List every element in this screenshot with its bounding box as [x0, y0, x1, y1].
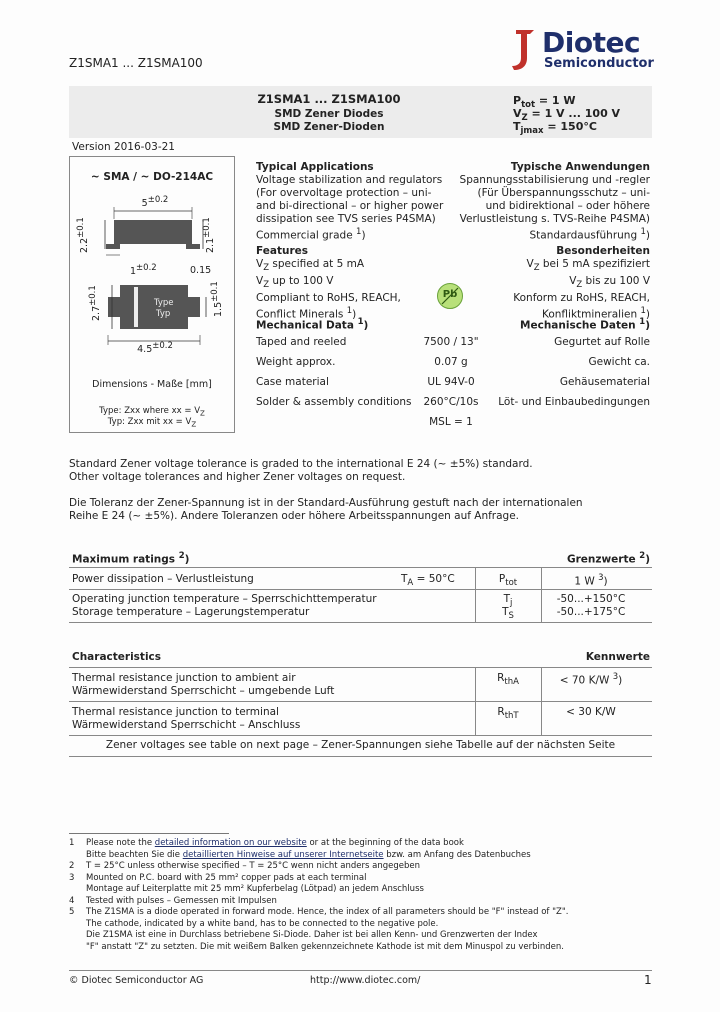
footnote: Die Z1SMA ist eine in Durchlass betriebene Si-Diode. Daher ist bei allen Kenn- und Grenzwerten der Index: [86, 930, 538, 940]
spec-ptot-symbol: P: [513, 94, 522, 107]
apps-en-line: and bi-directional – or higher power: [256, 200, 444, 212]
banner-subtitle-en: SMD Zener Diodes: [274, 108, 384, 120]
apps-de-line: Standardausführung $^1$): [529, 227, 650, 242]
max-ratings-row-separator: [69, 589, 652, 590]
rth-ambient-label-de: Wärmewiderstand Sperrschicht – umgebende Luft: [72, 685, 335, 697]
max-ratings-table: [69, 567, 652, 623]
type-note-en: Type: Zxx where xx = $V_Z$: [99, 406, 205, 418]
max-ratings-heading-en: Maximum ratings $^2$): [72, 551, 190, 566]
apps-de-line: (Für Überspannungsschutz – uni-: [477, 187, 650, 199]
apps-en-list: [256, 174, 443, 243]
package-marking-typ: Typ: [156, 309, 171, 319]
dim-2-2: $2.2^{\pm 0.1}$: [76, 217, 91, 253]
package-top-lead-left: [108, 297, 120, 317]
mech-row: Taped and reeled 7500 / 13" Gegurtet auf Rolle: [256, 336, 650, 348]
package-marking-type: Type: [154, 298, 174, 308]
banner-title: Z1SMA1 ... Z1SMA100: [257, 92, 401, 106]
spec-tjmax-value: = 150°C: [547, 120, 597, 133]
mech-row: Case material UL 94V-0 Gehäusematerial: [256, 376, 650, 388]
power-dissipation-value: 1 W $^3$): [574, 573, 608, 588]
rth-ambient-value: < 70 K/W $^3$): [559, 672, 623, 687]
pb-label: Pb: [442, 289, 458, 300]
package-side-lead-left: [106, 244, 120, 249]
spec-vz-symbol: V: [513, 107, 522, 120]
features-de-list: [430, 258, 650, 322]
characteristics-row-separator: [69, 701, 652, 702]
cathode-band: [134, 287, 138, 327]
apps-de-line: Verlustleistung s. TVS-Reihe P4SMA): [459, 213, 650, 225]
rth-ambient-label-en: Thermal resistance junction to ambient air: [72, 672, 296, 684]
rth-ambient-symbol: $R_{thA}$: [497, 672, 519, 688]
dim-4-5: $4.5^{\pm 0.2}$: [137, 341, 173, 356]
logo-name: Diotec: [542, 26, 641, 59]
tolerance-de: [69, 497, 583, 523]
characteristics-heading-de: Kennwerte: [585, 651, 650, 663]
diotec-logo: [510, 28, 660, 74]
storage-temp-label: Storage temperature – Lagerungstemperatur: [72, 606, 310, 618]
features-de-line: Konform zu RoHS, REACH,: [513, 292, 650, 305]
apps-heading-de: Typische Anwendungen: [510, 161, 650, 173]
features-de-line: $V_Z$ bis zu 100 V: [569, 275, 650, 291]
rth-terminal-value: < 30 K/W: [566, 706, 616, 718]
zener-table-note: Zener voltages see table on next page – Zener-Spannungen siehe Tabelle auf der nächsten Seite: [105, 739, 616, 751]
features-en-line: $V_Z$ specified at 5 mA: [256, 258, 365, 274]
logo-subtitle: Semiconductor: [544, 56, 654, 71]
dim-5: $5^{\pm 0.2}$: [141, 195, 169, 210]
apps-de-line: und bidirektional – oder höhere: [485, 200, 650, 212]
spec-ptot-sub: tot: [521, 100, 536, 111]
characteristics-row-separator: [69, 735, 652, 736]
characteristics-heading-en: Characteristics: [72, 651, 162, 663]
banner-subtitle-de: SMD Zener-Dioden: [273, 121, 385, 133]
mech-table: [256, 336, 650, 436]
features-de-line: Konfliktmineralien $^1$): [541, 306, 650, 321]
footnote: The cathode, indicated by a white band, has to be connected to the negative pole.: [86, 918, 439, 929]
dim-0-15: 0.15: [190, 265, 212, 276]
package-top-lead-right: [188, 297, 200, 317]
title-banner: [69, 86, 652, 138]
spec-tjmax-sub: jmax: [520, 126, 544, 137]
storage-temp-value: -50...+175°C: [556, 606, 626, 618]
footnote: Montage auf Leiterplatte mit 25 mm² Kupferbelag (Lötpad) an jedem Anschluss: [86, 884, 424, 894]
rth-terminal-symbol: $R_{thT}$: [497, 706, 519, 722]
features-en-line: $V_Z$ up to 100 V: [256, 275, 334, 291]
tolerance-en: [69, 458, 533, 484]
features-heading-en: Features: [256, 245, 308, 257]
footnote: 3 Mounted on P.C. board with 25 mm² copper pads at each terminal: [69, 872, 367, 883]
footnote: Bitte beachten Sie die detaillierten Hinweise auf unserer Internetseite bzw. am Anfang des Datenbuches: [86, 849, 531, 860]
dim-1: $1^{\pm 0.2}$: [130, 263, 157, 278]
spec-vz-value: = 1 V ... 100 V: [531, 107, 621, 120]
storage-temp-symbol: $T_S$: [502, 606, 514, 622]
diotec-logo-icon: [510, 28, 540, 72]
mech-row: Weight approx. 0.07 g Gewicht ca.: [256, 356, 650, 368]
package-box: [69, 156, 235, 433]
footer-copyright: © Diotec Semiconductor AG: [69, 975, 204, 986]
tolerance-en-line: Standard Zener voltage tolerance is graded to the international E 24 (~ ±5%) standard.: [69, 458, 533, 470]
dim-2-7: $2.7^{\pm 0.1}$: [88, 285, 103, 321]
dim-1-5: $1.5^{\pm 0.1}$: [210, 281, 225, 317]
website-info-link[interactable]: detailed information on our website: [154, 838, 307, 848]
package-title: ~ SMA / ~ DO-214AC: [90, 171, 214, 183]
mech-heading-en: Mechanical Data $^1$): [256, 317, 369, 332]
footnote: "F" anstatt "Z" zu setzten. Die mit weißem Balken gekennzeichnete Kathode ist mit dem Minuspol zu verbinden.: [86, 941, 564, 952]
junction-temp-label: Operating junction temperature – Sperrschichttemperatur: [72, 593, 377, 605]
document-title: Z1SMA1 ... Z1SMA100: [69, 56, 203, 70]
footnotes: [69, 838, 659, 953]
footer-url[interactable]: http://www.diotec.com/: [310, 975, 421, 986]
apps-de-line: Spannungsstabilisierung und -regler: [459, 174, 650, 186]
features-heading-de: Besonderheiten: [556, 245, 650, 257]
apps-heading-en: Typical Applications: [256, 161, 374, 173]
spec-tjmax-symbol: T: [513, 120, 521, 133]
junction-temp-symbol: $T_j$: [503, 593, 513, 609]
dim-2-1: $2.1^{\pm 0.1}$: [202, 217, 217, 253]
page-number: 1: [644, 973, 652, 987]
tolerance-de-line: Die Toleranz der Zener-Spannung ist in der Standard-Ausführung gestuft nach der internationalen: [69, 497, 583, 509]
apps-en-line: (For overvoltage protection – uni-: [256, 187, 432, 199]
website-hinweise-link[interactable]: detaillierten Hinweise auf unserer Internetseite: [182, 849, 384, 860]
spec-vz-sub: Z: [521, 113, 528, 124]
footnote: 4 Tested with pulses – Gemessen mit Impulsen: [69, 895, 277, 906]
mech-heading-de: Mechanische Daten $^1$): [520, 317, 650, 332]
footnote-rule: [69, 833, 229, 834]
package-side-lead-right: [186, 244, 200, 249]
footnote: 5 The Z1SMA is a diode operated in forward mode. Hence, the index of all parameters should be "F" instead of "Z".: [69, 907, 569, 917]
dimensions-caption: Dimensions - Maße [mm]: [92, 379, 212, 390]
tolerance-de-line: Reihe E 24 (~ ±5%). Andere Toleranzen oder höhere Arbeitsspannungen auf Anfrage.: [69, 510, 520, 522]
mech-row: Solder & assembly conditions 260°C/10s Löt- und Einbaubedingungen: [256, 396, 650, 408]
spec-tjmax: [513, 120, 597, 136]
apps-en-line: Voltage stabilization and regulators: [256, 174, 443, 186]
mech-row: MSL = 1: [429, 416, 473, 428]
footnote: 1 Please note the detailed information on our website or at the beginning of the data book: [69, 838, 464, 848]
characteristics-table: [69, 667, 652, 757]
apps-en-line: dissipation see TVS series P4SMA): [256, 213, 436, 225]
power-dissipation-symbol: $P_{tot}$: [498, 573, 518, 589]
power-dissipation-condition: $T_A = 50^\circ C$: [401, 573, 455, 589]
footer-rule: [69, 970, 652, 971]
apps-en-line: Commercial grade $^1$): [256, 227, 366, 242]
version-label: Version 2016-03-21: [72, 141, 175, 153]
footnote: 2 T = 25°C unless otherwise specified – T = 25°C wenn nicht anders angegeben: [69, 861, 421, 871]
max-ratings-heading-de: Grenzwerte $^2$): [566, 551, 650, 566]
features-en-line: Conflict Minerals $^1$): [256, 306, 357, 321]
power-dissipation-label: Power dissipation – Verlustleistung: [72, 573, 254, 585]
features-en-list: [256, 258, 401, 322]
spec-ptot-value: = 1 W: [538, 94, 576, 107]
features-en-line: Compliant to RoHS, REACH,: [256, 292, 401, 305]
rth-terminal-label-de: Wärmewiderstand Sperrschicht – Anschluss: [72, 719, 301, 731]
rth-terminal-label-en: Thermal resistance junction to terminal: [72, 706, 279, 718]
type-note-de: Typ: Zxx mit xx = $V_Z$: [107, 417, 197, 429]
tolerance-en-line: Other voltage tolerances and higher Zener voltages on request.: [69, 471, 406, 483]
features-de-line: $V_Z$ bei 5 mA spezifiziert: [526, 258, 650, 274]
apps-de-list: [430, 174, 650, 243]
package-side-body: [114, 220, 192, 244]
junction-temp-value: -50...+150°C: [556, 593, 626, 605]
